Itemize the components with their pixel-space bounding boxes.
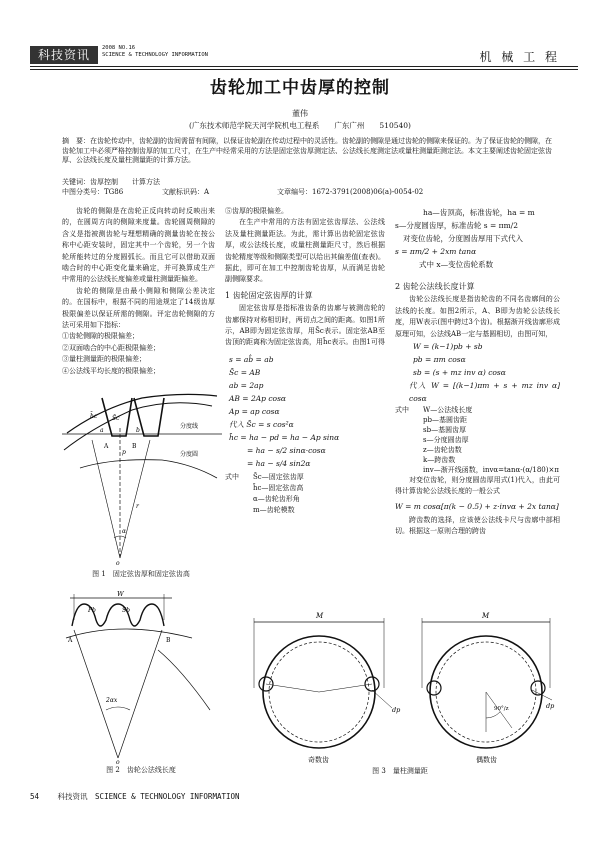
paper-title: 齿轮加工中齿厚的控制 (210, 78, 390, 98)
document-code: 文献标识码：A (162, 188, 210, 196)
fig1-label-r: r (136, 503, 139, 510)
col3-where-5: z—齿轮齿数 (423, 446, 462, 455)
col3-eq-3: 对变位齿轮，分度圆齿厚用下式代入 (403, 234, 523, 243)
fig3-left-dp-label: dp (392, 706, 401, 714)
col3-where-1: W—公法线长度 (423, 406, 473, 415)
col3-where-6: k—跨齿数 (423, 456, 456, 465)
radius-line-right (120, 440, 150, 558)
formula-4: 代入 W = [(k−1)πm + s + mz inv α] cosα (409, 381, 560, 404)
general-formula: W = m cosα[π(k − 0.5) + z·invα + 2x tanα] (395, 501, 559, 511)
col2-list-item-5: ⑤齿厚的极限偏差。 (225, 207, 288, 215)
col2-paragraph-2: 固定弦齿厚是指标准齿条的齿廓与被测齿轮的齿廓保持对称相切时，两切点之间的距离。如图1所示，AB即为固定弦齿厚，用S̄c表示。固定弦AB至齿顶的距离称为固定弦齿高，用h̄c表示。由图1可得 (225, 304, 385, 347)
journal-english-name: SCIENCE & TECHNOLOGY INFORMATION (102, 52, 208, 58)
fig1-label-b: b (136, 427, 140, 434)
odd-radius-left (266, 684, 319, 692)
page-number: 54 (30, 792, 40, 801)
fig1-label-pitch-circle: 分度圆 (180, 451, 199, 458)
article-number: 文章编号：1672-3791(2008)06(a)-0054-02 (277, 188, 424, 196)
eq-3: ab = 2ap (229, 380, 264, 390)
formula-1: W = (k−1)pb + sb (413, 342, 483, 352)
fig2-label-Pb: Pb (88, 607, 96, 614)
figure-3-caption: 图 3 量柱测量距 (372, 767, 428, 775)
fig1-label-pitch-line: 分度线 (180, 423, 199, 430)
column-2 (225, 206, 385, 514)
outer-arc (158, 650, 210, 710)
figure-2-caption: 图 2 齿轮公法线长度 (106, 766, 176, 774)
figure-1-caption: 图 1 固定弦齿厚和固定弦齿高 (92, 570, 190, 578)
col1-list-item-3: ③量柱测量距的极限偏差； (62, 355, 146, 364)
angle-arc (106, 707, 130, 710)
col3-eq-5: 式中 x—变位齿轮系数 (419, 260, 494, 269)
fixed-chord-equations (225, 353, 385, 470)
column-3 (395, 206, 560, 538)
col3-where-3: sb—基圆齿厚 (423, 426, 467, 435)
fig3-right-label: 偶数齿 (476, 756, 497, 764)
col2-paragraph-1: 在生产中常用的方法有固定弦齿厚法、公法线法及量柱测量距法。为此，需计算出齿轮固定弦齿厚，或公法线长度，或量柱测量距尺寸，然后根据齿轮精度等级和侧隙类型可以给出其偏差值(查表)。据此，即可在加工中控制齿轮齿厚，从而满足齿轮副侧隙要求。 (225, 218, 385, 284)
fig1-label-hc: h̄c (90, 413, 98, 420)
fig2-label-Sb: Sb (122, 607, 130, 614)
even-angle-arc (486, 712, 500, 718)
formula-2: pb = πm cosα (413, 355, 466, 365)
eq-6: 代入 S̄c = s cos²α (229, 419, 294, 429)
meta-block (62, 178, 552, 198)
fig1-label-p: p (122, 449, 126, 456)
radius-line-right (118, 630, 162, 758)
eq-9: = ha − s/4 sin2α (247, 458, 311, 468)
col3-where-7: inv—渐开线函数，invα=tanα-(α/180)×π (423, 466, 559, 475)
odd-radius-right (319, 684, 372, 692)
affiliation: (广东技术师范学院天河学院机电工程系 广东广州 510540) (189, 121, 411, 130)
radius-line-left (92, 440, 120, 558)
col3-where-2: pb—基圆齿距 (423, 416, 467, 425)
where-item-3: α—齿轮齿形角 (253, 494, 300, 503)
fig3-right-m-label: M (482, 612, 490, 620)
fig1-label-A: A (104, 443, 109, 450)
fig3-angle-label: 90°/z (494, 706, 509, 712)
fig1-label-o: o (116, 560, 120, 566)
col3-where-label: 式中 (395, 406, 409, 415)
clc-number: 中图分类号：TG86 (62, 188, 124, 196)
fig2-label-o: o (116, 759, 120, 765)
section-title: 机 械 工 程 (479, 50, 560, 64)
header-rule-thin (30, 69, 578, 70)
eq-5: Ap = ap cosα (229, 406, 280, 416)
column-1 (62, 206, 215, 377)
radius-line-left (74, 630, 118, 758)
col1-paragraph-2: 齿轮的侧隙是由最小侧隙和侧隙公差决定的。在国标中，根据不同的用途规定了14级齿厚极限偏差以保证所需的侧隙。评定齿轮侧隙的方法可采用如下指标： (62, 286, 215, 330)
fig1-label-Sc: S̄c (112, 415, 120, 422)
abstract: 摘 要：在齿轮传动中，齿轮副的齿间需留有间隙，以保证齿轮副在传动过程中的灵活性。齿轮副的侧隙是通过齿轮的侧隙来保证的。为了保证齿轮的侧隙，在齿轮加工中必须严格控制齿厚的加工尺寸，在生产中经常采用的方法是固定弦齿厚测定法、公法线长度测定法或量柱测量距测定法。本文主要阐述齿轮固定弦齿厚、公法线长度及量柱测量距的计算方法。 (62, 137, 552, 165)
section-1-heading: 1 齿轮固定弦齿厚的计算 (225, 290, 313, 300)
author: 董伟 (292, 109, 308, 118)
eq-2: S̄c = AB (229, 367, 261, 377)
figure-3-diagram (232, 608, 564, 768)
keywords: 关键词：齿厚控制 计算方法 (62, 178, 160, 186)
col3-eq-1: ha—齿顶高，标准齿轮，ha = m (423, 208, 535, 217)
fig3-left-m-label: M (316, 612, 324, 620)
col3-where-4: s—分度圆齿厚 (423, 436, 469, 445)
fig1-label-alpha: α (122, 528, 127, 535)
eq-7: h̄c = ha − pd = ha − Ap sinα (229, 432, 340, 442)
figure-2-diagram (62, 590, 222, 765)
fig2-label-angle: 2αx (106, 697, 118, 704)
base-circle-arc (66, 629, 192, 638)
fig3-left-label: 奇数齿 (308, 756, 329, 764)
col3-paragraph-3: 跨齿数的选择，应该使公法线卡尺与齿廓中部相切。根据这一原则合理的跨齿 (395, 515, 560, 536)
even-left-pin (427, 681, 441, 695)
col2-where-list (253, 472, 304, 516)
where-item-2: h̄c—固定弦齿高 (253, 483, 304, 492)
col3-where-list (395, 405, 560, 475)
where-item-4: m—齿轮模数 (253, 505, 295, 514)
header-rule (30, 66, 578, 67)
eq-4: AB = 2Ap cosα (229, 393, 286, 403)
where-item-1: S̄c—固定弦齿厚 (253, 472, 304, 481)
col3-formulas (395, 340, 560, 405)
page-footer (30, 791, 240, 802)
col3-where-block (395, 405, 560, 475)
fig2-label-B: B (166, 637, 171, 644)
gear-teeth-profile (72, 604, 164, 626)
col3-paragraph-2: 对变位齿轮，则分度圆齿厚用式(1)代入，由此可得计算齿轮公法线长度的一般公式 (395, 476, 560, 496)
journal-issue-block (102, 45, 208, 59)
fig2-label-A: A (68, 637, 73, 644)
fig3-right-dp-label: dp (546, 702, 555, 710)
fig2-label-W: W (117, 590, 124, 598)
fig1-label-a: a (100, 427, 104, 434)
section-2-heading: 2 齿轮公法线长度计算 (395, 282, 475, 291)
col2-where-label: 式中 (225, 472, 239, 481)
col2-where-block (225, 472, 385, 514)
col1-paragraph-1: 齿轮的侧隙是在齿轮正反向转动时反映出来的，在圆周方向的侧隙来度量。齿轮圆周侧隙的含义是指被测齿轮与理想精确的测量齿轮在按公称中心距安装时，固定其中一个齿轮，另一个齿轮所能转过的分度圆弧长。而且它可以借助双面啮合时的中心距变化量来确定，并可换算成生产中常用的公法线长度偏差或量柱测量距偏差。 (62, 207, 215, 284)
col1-list-item-4: ④公法线平均长度的极限偏差； (62, 366, 160, 375)
formula-3: sb = (s + mz inv α) cosα (413, 368, 506, 378)
footer-journal-name: 科技资讯 SCIENCE & TECHNOLOGY INFORMATION (57, 792, 240, 801)
eq-8: = ha − s/2 sinα·cosα (247, 445, 326, 455)
col3-paragraph-1: 齿轮公法线长度是指齿轮齿的不同名齿廓间的公法线的长度。如图2所示，A、B即为齿轮公法线长度，用W表示(图中跨过3个齿)。根据渐开线齿廓形成原理可知，公法线AB一定与基圆相切，由图可知， (395, 295, 560, 338)
col3-eq-4: s = πm/2 + 2xm tanα (395, 247, 477, 256)
col3-equation-block (395, 206, 560, 271)
journal-logo: 科技资讯 (30, 46, 98, 64)
eq-1: s = ab̂ = ab (229, 354, 274, 364)
col1-list-item-1: ①齿轮侧隙的极限偏差； (62, 332, 139, 341)
figure-1-diagram (62, 388, 222, 566)
col3-eq-2: s—分度圆齿厚，标准齿轮 s = πm/2 (395, 221, 518, 230)
col1-list-item-2: ②双面啮合的中心距极限偏差； (62, 343, 160, 352)
issue-number: 2008 NO.16 (102, 45, 136, 51)
fig1-label-B: B (132, 443, 137, 450)
